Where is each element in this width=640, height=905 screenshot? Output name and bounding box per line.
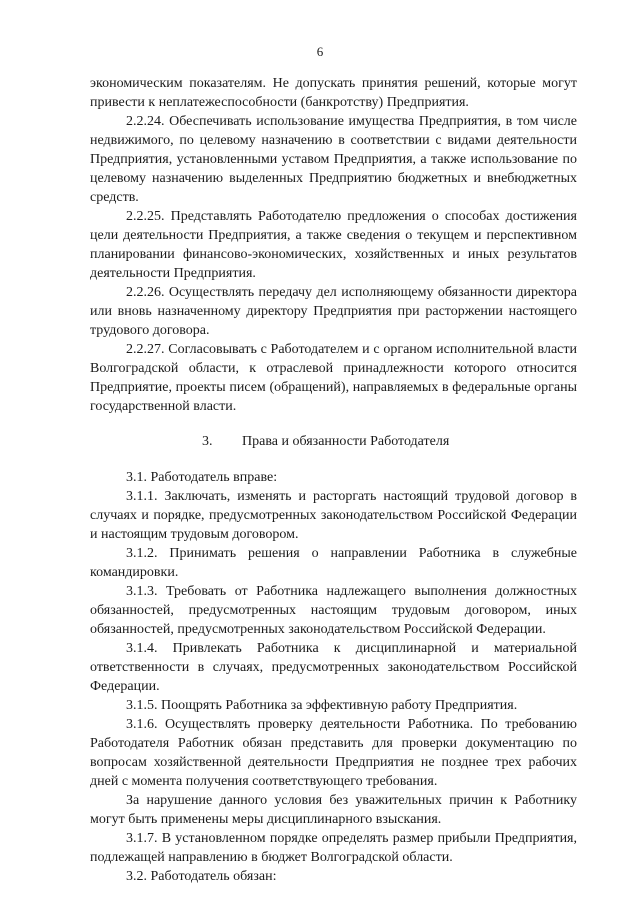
section-heading <box>90 432 577 451</box>
paragraph-3-1-1: 3.1.1. Заключать, изменять и расторгать настоящий трудовой договор в случаях и порядке, предусмотренных законодательством Российской Федерации и настоящим трудовым договором. <box>90 489 577 542</box>
section-number: 3. <box>202 434 213 449</box>
paragraph-3-1-3: 3.1.3. Требовать от Работника надлежащего выполнения должностных обязанностей, предусмотренных настоящим трудовым договором, иных обязанностей, предусмотренных законодательством Российской Федерации. <box>90 584 577 637</box>
paragraph-2-2-25: 2.2.25. Представлять Работодателю предложения о способах достижения цели деятельности Предприятия, а также сведения о текущем и перспективном планировании финансово-экономических, хозяйственных и иных результатов деятельности Предприятия. <box>90 209 577 281</box>
paragraph-3-1-2: 3.1.2. Принимать решения о направлении Работника в служебные командировки. <box>90 546 577 580</box>
paragraph-3-1-5: 3.1.5. Поощрять Работника за эффективную работу Предприятия. <box>126 698 518 713</box>
paragraph-2-2-24: 2.2.24. Обеспечивать использование имущества Предприятия, в том числе недвижимого, по целевому назначению в соответствии с видами деятельности Предприятия, установленными уставом Предприятия, а также использование по целевому назначению выделенных Предприятию бюджетных и внебюджетных средств. <box>90 114 577 205</box>
paragraph-3-1-4: 3.1.4. Привлекать Работника к дисциплинарной и материальной ответственности в случаях, предусмотренных законодательством Российской Федерации. <box>90 641 577 694</box>
paragraph-violation: За нарушение данного условия без уважительных причин к Работнику могут быть применены меры дисциплинарного взыскания. <box>90 793 577 827</box>
paragraph-3-1-6: 3.1.6. Осуществлять проверку деятельности Работника. По требованию Работодателя Работник обязан представить для проверки документацию по вопросам хозяйственной деятельности Предприятия не позднее трех рабочих дней с момента получения соответствующего требования. <box>90 717 577 789</box>
section-title: Права и обязанности Работодателя <box>242 434 450 449</box>
paragraph-3-2: 3.2. Работодатель обязан: <box>126 869 277 884</box>
paragraph-2-2-27: 2.2.27. Согласовывать с Работодателем и с органом исполнительной власти Волгоградской области, к отраслевой принадлежности которого относится Предприятие, проекты писем (обращений), направляемых в федеральные органы государственной власти. <box>90 342 577 414</box>
paragraph: экономическим показателям. Не допускать принятия решений, которые могут привести к неплатежеспособности (банкротству) Предприятия. <box>90 76 577 110</box>
paragraph-3-1: 3.1. Работодатель вправе: <box>126 470 278 485</box>
document-body <box>90 74 577 886</box>
paragraph-2-2-26: 2.2.26. Осуществлять передачу дел исполняющему обязанности директора или вновь назначенному директору Предприятия при расторжении настоящего трудового договора. <box>90 285 577 338</box>
paragraph-3-1-7: 3.1.7. В установленном порядке определять размер прибыли Предприятия, подлежащей направлению в бюджет Волгоградской области. <box>90 831 577 865</box>
page-number: 6 <box>316 44 324 59</box>
